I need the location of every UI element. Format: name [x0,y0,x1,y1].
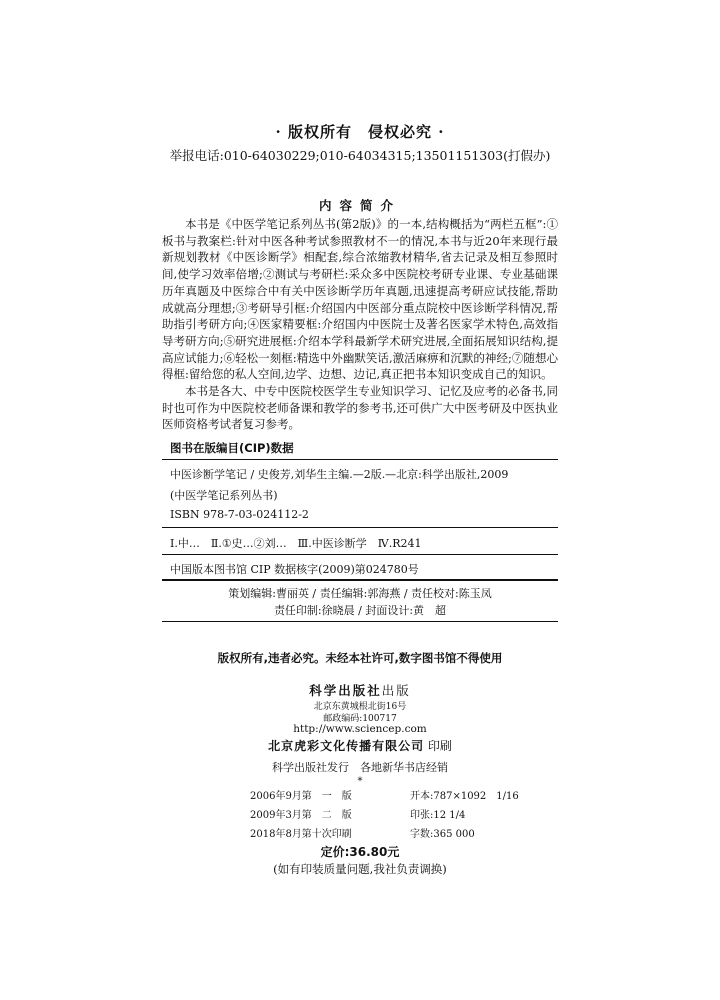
printed-sheets: 印张:12 1/4 [410,810,466,821]
summary-body [162,216,558,433]
first-edition-date: 2006年9月第 一 版 [250,791,352,802]
publisher-suffix: 出版 [381,683,411,698]
credits-divider [162,621,558,622]
cip-classification-line: Ⅰ.中… Ⅱ.①史…②刘… Ⅲ.中医诊断学 Ⅳ.R241 [170,537,422,550]
summary-paragraph-2: 本书是各大、中专中医院校医学生专业知识学习、记忆及应考的必备书,同时也可作为中医院校老师备课和教学的参考书,还可供广大中医考研及中医执业医师资格考试者复习参考。 [162,384,558,432]
summary-paragraph-1: 本书是《中医学笔记系列丛书(第2版)》的一本,结构概括为“两栏五框”:①板书与教案栏:针对中医各种考试参照教材不一的情况,本书与近20年来现行最新规划教材《中医诊断学》相配套,综合浓缩教材精华,省去记录及相互参照时间,使学习效率倍增;②测试与考研栏:采众多中医院校考研专业课、专业基础课历年真题及中医综合中有关中医诊断学历年真题,迅速提高考研应试技能,帮助成就高分理想;③考研导引框:介绍国内中医部分重点院校中医诊断学科情况,帮助指引考研方向;④医家精要框:介绍国内中医院士及著名医家学术特色,高效指导考研方向;⑤研究进展框:介绍本学科最新学术研究进展,全面拓展知识结构,提高应试能力;⑥轻松一刻框:精选中外幽默笑话,激活麻痹和沉默的神经;⑦随想心得框:留给您的私人空间,边学、边想、边记,真正把书本知识变成自己的知识。 [162,217,558,382]
copyright-notice: 版权所有,违者必究。未经本社许可,数字图书馆不得使用 [217,651,503,665]
publisher-address: 北京东黄城根北街16号 [313,702,407,712]
word-count: 字数:365 000 [410,829,475,840]
price-label: 定价:36.80元 [320,845,400,859]
cip-title: 图书在版编目(CIP)数据 [170,441,294,455]
cip-isbn-line: ISBN 978-7-03-024112-2 [170,508,309,521]
printer-name: 北京虎彩文化传播有限公司 [268,739,425,753]
cip-top-divider [162,459,558,460]
publisher-website: http://www.sciencep.com [293,723,427,735]
quality-guarantee: (如有印装质量问题,我社负责调换) [273,862,447,876]
second-edition-date: 2009年3月第 二 版 [250,810,352,821]
printing-date: 2018年8月第十次印刷 [250,829,352,840]
cip-bottom-divider [162,579,558,581]
printer-line [0,737,720,754]
summary-title: 内容简介 [318,198,401,213]
distribution-line: 科学出版社发行 各地新华书店经销 [272,761,448,774]
cip-mid-divider [162,527,558,528]
publisher-line [0,681,720,699]
copyright-title: · 版权所有 侵权必究 · [275,123,445,141]
report-hotline: 举报电话:010-64030229;010-64034315;13501151303(打假办) [169,148,551,163]
editor-credits: 策划编辑:曹丽英 / 责任编辑:郭海燕 / 责任校对:陈玉凤 [228,587,492,600]
cip-record-number: 中国版本图书馆 CIP 数据核字(2009)第024780号 [170,563,419,576]
cip-citation-line: 中医诊断学笔记 / 史俊芳,刘华生主编.—2版.—北京:科学出版社,2009 [170,468,509,481]
format-size: 开本:787×1092 1/16 [410,791,519,802]
cip-series-line: (中医学笔记系列丛书) [170,489,278,502]
publisher-name: 科学出版社 [309,683,382,698]
printer-suffix: 印刷 [427,739,452,753]
publisher-postcode: 邮政编码:100717 [323,714,397,724]
cip-lower-divider [162,554,558,555]
production-credits: 责任印制:徐晓晨 / 封面设计:黄 超 [273,604,447,617]
separator-star: * [357,776,363,787]
